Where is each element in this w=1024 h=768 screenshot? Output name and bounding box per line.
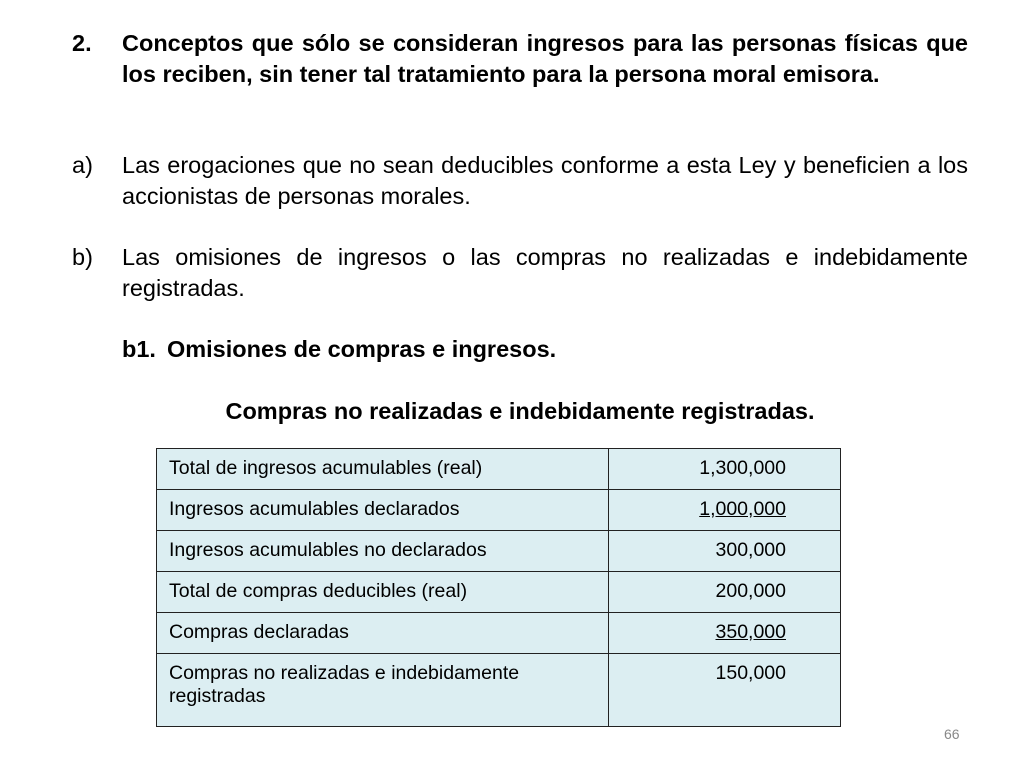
list-item-text: Conceptos que sólo se consideran ingresos para las personas físicas que los reciben, sin tener tal tratamiento para la persona moral emisora. <box>122 30 968 87</box>
underlined-value: 350,000 <box>715 621 786 643</box>
table-row <box>157 490 841 531</box>
table-title: Compras no realizadas e indebidamente registradas. <box>225 398 815 424</box>
row-label: Total de ingresos acumulables (real) <box>157 449 609 490</box>
row-value: 200,000 <box>609 572 841 613</box>
list-marker: b) <box>72 244 93 270</box>
row-label: Ingresos acumulables declarados <box>157 490 609 531</box>
table-row <box>157 572 841 613</box>
underlined-value: 1,000,000 <box>699 498 786 520</box>
row-label: Compras declaradas <box>157 613 609 654</box>
table-row <box>157 654 841 727</box>
data-table <box>156 448 841 727</box>
subheading-text: Omisiones de compras e ingresos. <box>166 336 557 362</box>
table-row <box>157 449 841 490</box>
row-value: 300,000 <box>609 531 841 572</box>
row-value: 150,000 <box>609 654 841 727</box>
table-row <box>157 613 841 654</box>
row-label: Compras no realizadas e indebidamente registradas <box>157 654 609 727</box>
table-row <box>157 531 841 572</box>
list-marker: a) <box>72 152 93 178</box>
subheading <box>122 334 556 365</box>
page-number: 66 <box>944 726 960 742</box>
list-marker: 2. <box>72 30 92 56</box>
row-value <box>609 490 841 531</box>
row-label: Total de compras deducibles (real) <box>157 572 609 613</box>
row-value <box>609 613 841 654</box>
list-item-text: Las erogaciones que no sean deducibles conforme a esta Ley y beneficien a los accionistas de personas morales. <box>122 152 968 209</box>
subheading-code: b1. <box>122 336 156 362</box>
row-value: 1,300,000 <box>609 449 841 490</box>
list-item-text: Las omisiones de ingresos o las compras no realizadas e indebidamente registradas. <box>122 244 968 301</box>
row-label: Ingresos acumulables no declarados <box>157 531 609 572</box>
